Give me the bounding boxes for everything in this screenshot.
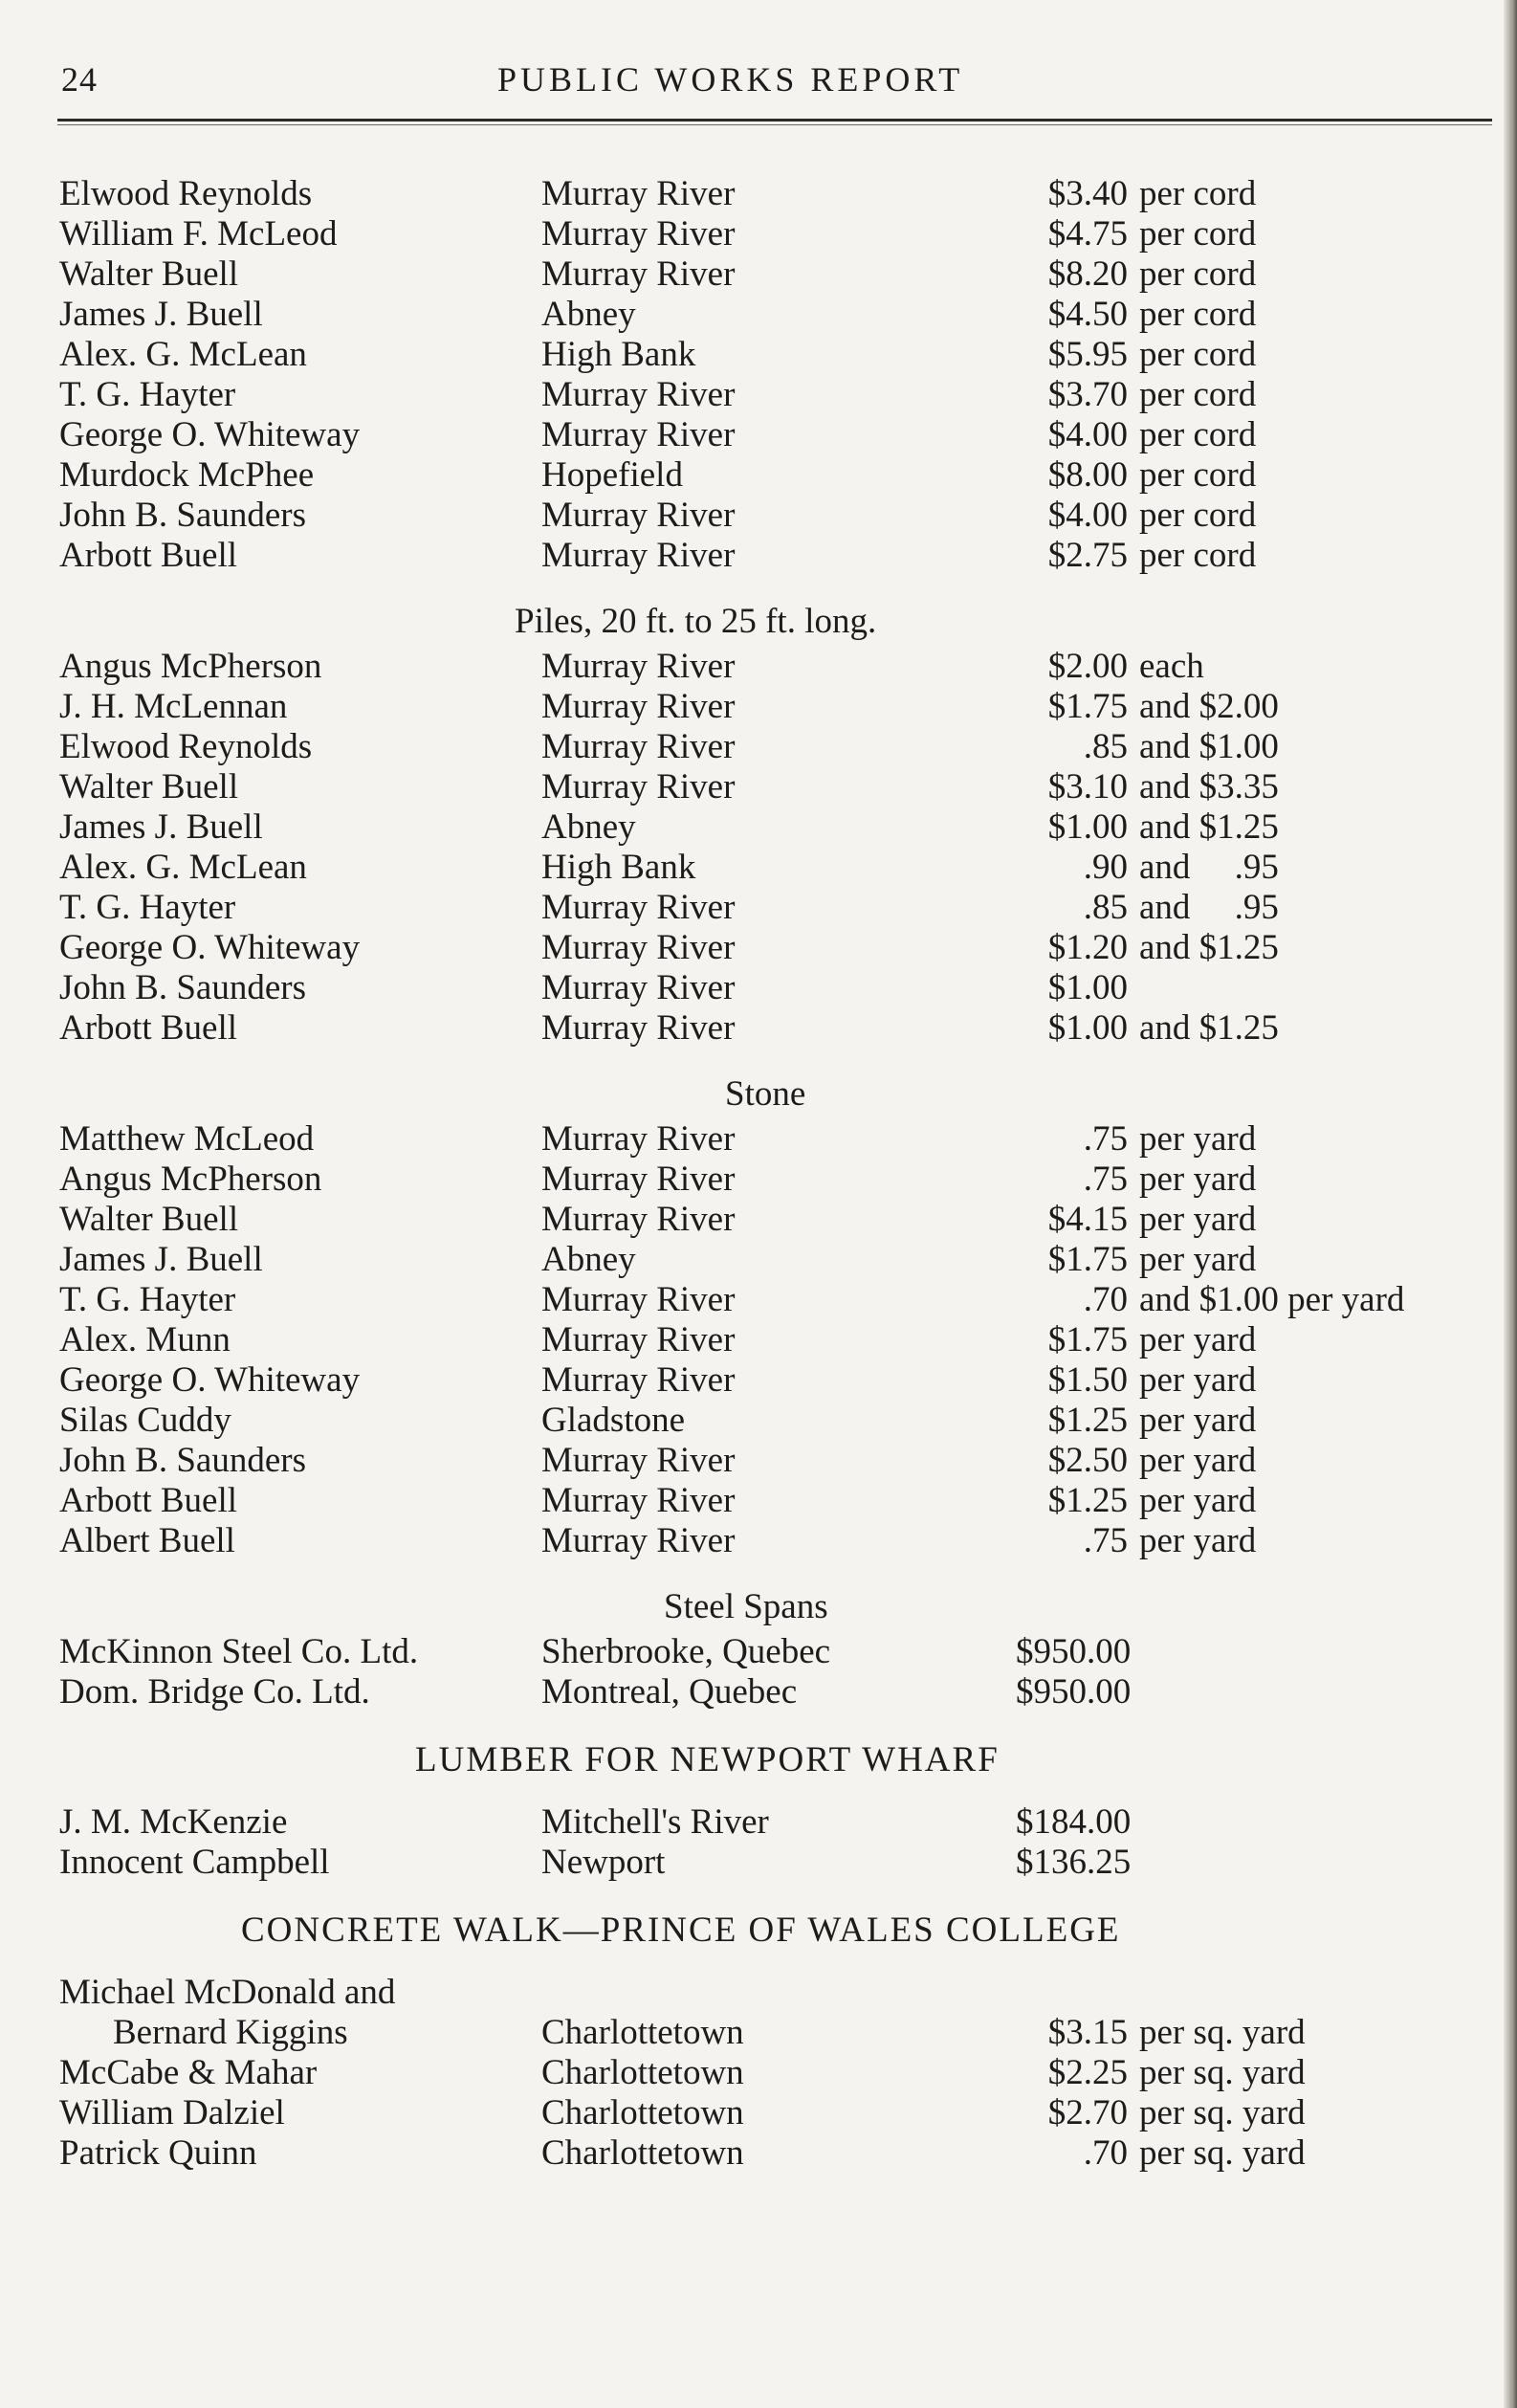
table-row bbox=[59, 1401, 1494, 1441]
table-row bbox=[59, 2093, 1494, 2133]
price-amount: $2.25 bbox=[1047, 2053, 1128, 2092]
price-unit: per cord bbox=[1139, 295, 1257, 334]
price-unit: per yard bbox=[1139, 1401, 1257, 1440]
price-amount: $136.25 bbox=[1016, 1843, 1132, 1882]
table-row bbox=[59, 1200, 1494, 1240]
price-unit: and $1.25 bbox=[1139, 807, 1279, 847]
table-row bbox=[59, 2053, 1494, 2093]
table-row bbox=[59, 174, 1494, 214]
price-cell bbox=[1016, 1320, 1437, 1360]
price-unit: per yard bbox=[1139, 1160, 1257, 1199]
location: Murray River bbox=[541, 415, 736, 454]
price-amount: .75 bbox=[1083, 1160, 1128, 1199]
price-cell bbox=[1016, 1240, 1437, 1280]
price-cell bbox=[1016, 968, 1437, 1008]
table-row bbox=[59, 1320, 1494, 1360]
table-row bbox=[59, 687, 1494, 727]
contractor-name: J. M. McKenzie bbox=[59, 1802, 288, 1842]
price-amount: $4.75 bbox=[1047, 214, 1128, 254]
contractor-name: John B. Saunders bbox=[59, 1441, 306, 1480]
table-row bbox=[59, 1843, 1494, 1883]
price-cell bbox=[1016, 2133, 1437, 2174]
price-cell bbox=[1016, 888, 1437, 928]
price-amount: $1.50 bbox=[1047, 1360, 1128, 1400]
subsection-heading-text: Piles, 20 ft. to 25 ft. long. bbox=[515, 602, 877, 641]
contractor-name: George O. Whiteway bbox=[59, 415, 361, 454]
price-unit: per cord bbox=[1139, 254, 1257, 294]
price-amount: $4.50 bbox=[1047, 295, 1128, 334]
contractor-name: Arbott Buell bbox=[59, 1481, 238, 1520]
price-amount: $1.75 bbox=[1047, 1240, 1128, 1279]
price-amount: $1.00 bbox=[1047, 968, 1128, 1007]
table-row bbox=[59, 295, 1494, 335]
contractor-name: Walter Buell bbox=[59, 1200, 239, 1239]
subsection-heading bbox=[59, 1561, 1494, 1632]
table-row bbox=[59, 1802, 1494, 1843]
price-unit: and $1.25 bbox=[1139, 1008, 1279, 1048]
contractor-name: William F. McLeod bbox=[59, 214, 338, 254]
price-unit: per yard bbox=[1139, 1320, 1257, 1359]
location: Charlottetown bbox=[541, 2013, 744, 2052]
price-amount: $2.00 bbox=[1047, 647, 1128, 686]
price-unit: and $2.00 bbox=[1139, 687, 1279, 726]
price-amount: $8.00 bbox=[1047, 455, 1128, 495]
location: Charlottetown bbox=[541, 2093, 744, 2132]
contractor-name: T. G. Hayter bbox=[59, 1280, 236, 1319]
price-cell bbox=[1016, 1008, 1437, 1049]
contractor-name: Bernard Kiggins bbox=[113, 2013, 348, 2052]
price-cell bbox=[1016, 1360, 1437, 1401]
price-amount: $2.75 bbox=[1047, 536, 1128, 575]
subsection-heading bbox=[59, 1049, 1494, 1119]
contractor-name: Walter Buell bbox=[59, 767, 239, 806]
table-row bbox=[59, 1008, 1494, 1049]
price-cell bbox=[1016, 807, 1437, 848]
price-cell bbox=[1016, 174, 1437, 214]
spacer bbox=[59, 1789, 1494, 1802]
contractor-name: T. G. Hayter bbox=[59, 888, 236, 927]
location: Murray River bbox=[541, 1200, 736, 1239]
price-cell bbox=[1016, 1481, 1437, 1521]
price-cell bbox=[1016, 1401, 1437, 1441]
price-unit: per yard bbox=[1139, 1521, 1257, 1560]
section-heading-text: LUMBER FOR NEWPORT WHARF bbox=[415, 1740, 1000, 1779]
contractor-name: Arbott Buell bbox=[59, 536, 238, 575]
price-amount: $5.95 bbox=[1047, 335, 1128, 374]
contractor-name: Angus McPherson bbox=[59, 647, 322, 686]
price-unit: per cord bbox=[1139, 174, 1257, 213]
table-row bbox=[59, 1672, 1494, 1712]
location: Murray River bbox=[541, 687, 736, 726]
location: Newport bbox=[541, 1843, 666, 1882]
location: Murray River bbox=[541, 1320, 736, 1359]
location: Murray River bbox=[541, 254, 736, 294]
contractor-name: Albert Buell bbox=[59, 1521, 235, 1560]
contractor-name: Alex. G. McLean bbox=[59, 848, 307, 887]
location: Murray River bbox=[541, 968, 736, 1007]
price-unit: per cord bbox=[1139, 536, 1257, 575]
table-row bbox=[59, 1240, 1494, 1280]
table-row bbox=[59, 888, 1494, 928]
table-row bbox=[59, 496, 1494, 536]
price-cell bbox=[1016, 455, 1437, 496]
price-cell bbox=[1016, 2013, 1437, 2053]
price-amount: $950.00 bbox=[1016, 1672, 1132, 1712]
price-amount: $1.25 bbox=[1047, 1481, 1128, 1520]
price-amount: $184.00 bbox=[1016, 1802, 1132, 1842]
price-unit: per yard bbox=[1139, 1119, 1257, 1159]
contractor-name: Matthew McLeod bbox=[59, 1119, 315, 1159]
price-unit: per yard bbox=[1139, 1481, 1257, 1520]
price-amount: $1.25 bbox=[1047, 1401, 1128, 1440]
table-row bbox=[59, 767, 1494, 807]
price-amount: $8.20 bbox=[1047, 254, 1128, 294]
section-heading bbox=[59, 1883, 1494, 1959]
price-cell bbox=[1016, 1119, 1437, 1160]
contractor-name: John B. Saunders bbox=[59, 968, 306, 1007]
price-unit: and .95 bbox=[1139, 888, 1279, 927]
price-unit: per yard bbox=[1139, 1360, 1257, 1400]
price-amount: $4.15 bbox=[1047, 1200, 1128, 1239]
price-cell bbox=[1016, 848, 1437, 888]
price-amount: $3.15 bbox=[1047, 2013, 1128, 2052]
price-unit: per cord bbox=[1139, 335, 1257, 374]
price-unit: per yard bbox=[1139, 1240, 1257, 1279]
contractor-name: Arbott Buell bbox=[59, 1008, 238, 1048]
price-cell bbox=[1016, 1441, 1437, 1481]
price-listing bbox=[59, 174, 1494, 2174]
price-amount: .75 bbox=[1083, 1119, 1128, 1159]
price-amount: $2.70 bbox=[1047, 2093, 1128, 2132]
table-row bbox=[59, 848, 1494, 888]
price-unit: and $1.00 per yard bbox=[1139, 1280, 1405, 1319]
price-amount: .85 bbox=[1083, 888, 1128, 927]
table-row bbox=[59, 214, 1494, 254]
price-unit: per sq. yard bbox=[1139, 2093, 1306, 2132]
table-row bbox=[59, 1632, 1494, 1672]
contractor-name: Elwood Reynolds bbox=[59, 727, 313, 766]
price-amount: $1.00 bbox=[1047, 807, 1128, 847]
contractor-name: Silas Cuddy bbox=[59, 1401, 231, 1440]
location: Murray River bbox=[541, 1160, 736, 1199]
location: Murray River bbox=[541, 214, 736, 254]
price-unit: per sq. yard bbox=[1139, 2133, 1306, 2173]
price-cell bbox=[1016, 496, 1437, 536]
contractor-name: Dom. Bridge Co. Ltd. bbox=[59, 1672, 370, 1712]
running-title: PUBLIC WORKS REPORT bbox=[497, 60, 964, 99]
table-row bbox=[59, 375, 1494, 415]
section-heading-text: CONCRETE WALK—PRINCE OF WALES COLLEGE bbox=[241, 1911, 1121, 1950]
contractor-name: John B. Saunders bbox=[59, 496, 306, 535]
location: Charlottetown bbox=[541, 2133, 744, 2173]
price-cell bbox=[1016, 767, 1437, 807]
location: Murray River bbox=[541, 727, 736, 766]
table-row bbox=[59, 968, 1494, 1008]
location: Murray River bbox=[541, 1360, 736, 1400]
contractor-name: James J. Buell bbox=[59, 295, 263, 334]
price-unit: and $3.35 bbox=[1139, 767, 1279, 806]
contractor-name: Murdock McPhee bbox=[59, 455, 315, 495]
price-amount: $4.00 bbox=[1047, 496, 1128, 535]
location: Murray River bbox=[541, 1441, 736, 1480]
price-unit: per yard bbox=[1139, 1441, 1257, 1480]
page-edge-shadow bbox=[1504, 0, 1517, 2408]
table-row bbox=[59, 727, 1494, 767]
table-row bbox=[59, 1973, 1494, 2013]
contractor-name: Walter Buell bbox=[59, 254, 239, 294]
location: Abney bbox=[541, 295, 636, 334]
location: High Bank bbox=[541, 848, 696, 887]
contractor-name: James J. Buell bbox=[59, 807, 263, 847]
table-row bbox=[59, 1280, 1494, 1320]
location: Charlottetown bbox=[541, 2053, 744, 2092]
location: Murray River bbox=[541, 1521, 736, 1560]
location: Murray River bbox=[541, 1008, 736, 1048]
location: Murray River bbox=[541, 1280, 736, 1319]
location: Murray River bbox=[541, 767, 736, 806]
price-cell bbox=[1016, 295, 1437, 335]
contractor-name: Michael McDonald and bbox=[59, 1973, 396, 2012]
price-cell bbox=[1016, 375, 1437, 415]
location: Murray River bbox=[541, 174, 736, 213]
price-unit: per cord bbox=[1139, 455, 1257, 495]
spacer bbox=[59, 1959, 1494, 1973]
price-unit: and .95 bbox=[1139, 848, 1279, 887]
price-unit: per cord bbox=[1139, 415, 1257, 454]
price-amount: .70 bbox=[1083, 2133, 1128, 2173]
location: Murray River bbox=[541, 647, 736, 686]
location: Montreal, Quebec bbox=[541, 1672, 798, 1712]
page-header bbox=[57, 59, 1492, 107]
table-row bbox=[59, 2133, 1494, 2174]
price-unit: each bbox=[1139, 647, 1204, 686]
price-cell bbox=[1016, 727, 1437, 767]
price-cell bbox=[1016, 1672, 1437, 1712]
price-amount: $1.00 bbox=[1047, 1008, 1128, 1048]
table-row bbox=[59, 455, 1494, 496]
location: Murray River bbox=[541, 1119, 736, 1159]
price-amount: $1.75 bbox=[1047, 1320, 1128, 1359]
contractor-name: George O. Whiteway bbox=[59, 1360, 361, 1400]
contractor-name: Alex. G. McLean bbox=[59, 335, 307, 374]
location: Hopefield bbox=[541, 455, 683, 495]
location: Murray River bbox=[541, 536, 736, 575]
table-row bbox=[59, 1521, 1494, 1561]
price-cell bbox=[1016, 1632, 1437, 1672]
contractor-name: Patrick Quinn bbox=[59, 2133, 257, 2173]
price-cell bbox=[1016, 335, 1437, 375]
price-cell bbox=[1016, 2093, 1437, 2133]
price-cell bbox=[1016, 647, 1437, 687]
table-row bbox=[59, 335, 1494, 375]
price-unit: per cord bbox=[1139, 375, 1257, 414]
location: Murray River bbox=[541, 496, 736, 535]
price-cell bbox=[1016, 536, 1437, 576]
header-rule bbox=[57, 119, 1492, 122]
subsection-heading bbox=[59, 576, 1494, 647]
table-row bbox=[59, 536, 1494, 576]
price-cell bbox=[1016, 1802, 1437, 1843]
table-row bbox=[59, 1360, 1494, 1401]
table-row bbox=[59, 928, 1494, 968]
price-amount: .90 bbox=[1083, 848, 1128, 887]
header-rule-thin bbox=[57, 124, 1492, 125]
price-unit: per yard bbox=[1139, 1200, 1257, 1239]
price-amount: $1.20 bbox=[1047, 928, 1128, 967]
price-amount: .70 bbox=[1083, 1280, 1128, 1319]
price-amount: $950.00 bbox=[1016, 1632, 1132, 1671]
location: Gladstone bbox=[541, 1401, 686, 1440]
price-cell bbox=[1016, 1843, 1437, 1883]
location: Sherbrooke, Quebec bbox=[541, 1632, 831, 1671]
contractor-name: Innocent Campbell bbox=[59, 1843, 330, 1882]
price-unit: per sq. yard bbox=[1139, 2013, 1306, 2052]
price-cell bbox=[1016, 214, 1437, 254]
section-heading bbox=[59, 1712, 1494, 1789]
contractor-name: McCabe & Mahar bbox=[59, 2053, 318, 2092]
location: Mitchell's River bbox=[541, 1802, 769, 1842]
contractor-name: Alex. Munn bbox=[59, 1320, 231, 1359]
page-number: 24 bbox=[61, 60, 98, 99]
table-row bbox=[59, 1441, 1494, 1481]
location: Murray River bbox=[541, 888, 736, 927]
price-amount: $3.40 bbox=[1047, 174, 1128, 213]
location: Murray River bbox=[541, 928, 736, 967]
table-row bbox=[59, 2013, 1494, 2053]
table-row bbox=[59, 254, 1494, 295]
price-amount: $1.75 bbox=[1047, 687, 1128, 726]
price-cell bbox=[1016, 1280, 1437, 1320]
price-cell bbox=[1016, 2053, 1437, 2093]
table-row bbox=[59, 415, 1494, 455]
price-cell bbox=[1016, 1521, 1437, 1561]
price-cell bbox=[1016, 254, 1437, 295]
table-row bbox=[59, 1119, 1494, 1160]
price-amount: .85 bbox=[1083, 727, 1128, 766]
contractor-name: Angus McPherson bbox=[59, 1160, 322, 1199]
contractor-name: George O. Whiteway bbox=[59, 928, 361, 967]
price-unit: per cord bbox=[1139, 496, 1257, 535]
price-amount: .75 bbox=[1083, 1521, 1128, 1560]
price-cell bbox=[1016, 415, 1437, 455]
price-amount: $4.00 bbox=[1047, 415, 1128, 454]
contractor-name: William Dalziel bbox=[59, 2093, 285, 2132]
price-cell bbox=[1016, 1160, 1437, 1200]
price-unit: and $1.00 bbox=[1139, 727, 1279, 766]
subsection-heading-text: Steel Spans bbox=[664, 1587, 828, 1626]
location: Abney bbox=[541, 807, 636, 847]
contractor-name: James J. Buell bbox=[59, 1240, 263, 1279]
subsection-heading-text: Stone bbox=[725, 1074, 806, 1114]
price-amount: $3.10 bbox=[1047, 767, 1128, 806]
price-amount: $3.70 bbox=[1047, 375, 1128, 414]
contractor-name: J. H. McLennan bbox=[59, 687, 288, 726]
location: Murray River bbox=[541, 375, 736, 414]
price-unit: per sq. yard bbox=[1139, 2053, 1306, 2092]
table-row bbox=[59, 647, 1494, 687]
price-cell bbox=[1016, 928, 1437, 968]
location: Abney bbox=[541, 1240, 636, 1279]
price-cell bbox=[1016, 1200, 1437, 1240]
price-amount: $2.50 bbox=[1047, 1441, 1128, 1480]
location: Murray River bbox=[541, 1481, 736, 1520]
price-unit: per cord bbox=[1139, 214, 1257, 254]
contractor-name: McKinnon Steel Co. Ltd. bbox=[59, 1632, 419, 1671]
contractor-name: Elwood Reynolds bbox=[59, 174, 313, 213]
location: High Bank bbox=[541, 335, 696, 374]
table-row bbox=[59, 807, 1494, 848]
table-row bbox=[59, 1160, 1494, 1200]
price-cell bbox=[1016, 687, 1437, 727]
price-unit: and $1.25 bbox=[1139, 928, 1279, 967]
contractor-name: T. G. Hayter bbox=[59, 375, 236, 414]
table-row bbox=[59, 1481, 1494, 1521]
